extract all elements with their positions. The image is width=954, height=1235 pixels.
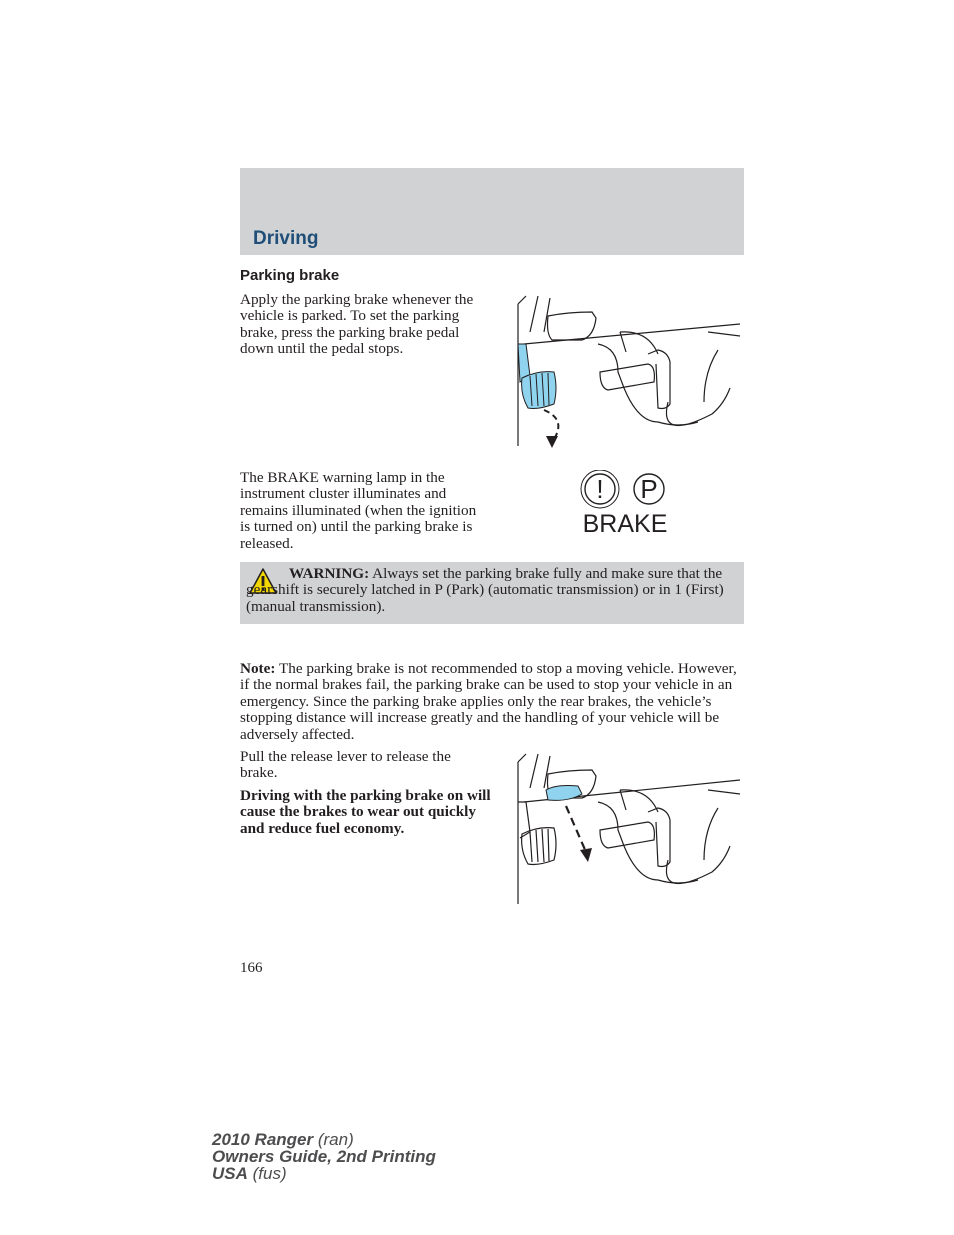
- parking-brake-release-illustration: [508, 752, 748, 908]
- warning-text: [246, 566, 738, 615]
- footer-region-code: (fus): [247, 1164, 287, 1183]
- brake-warning-lamp-symbol: [574, 470, 674, 536]
- warning-label: WARNING:: [289, 565, 370, 582]
- warning-box: [240, 562, 744, 624]
- lamp-exclamation: !: [596, 474, 604, 504]
- apply-paragraph: Apply the parking brake whenever the vehicle is parked. To set the parking brake, press the parking brake pedal down until the pedal stops.: [240, 291, 474, 358]
- footer-model-code: (ran): [313, 1130, 354, 1149]
- footer-guide: Owners Guide, 2nd Printing: [212, 1147, 436, 1166]
- page-number: 166: [240, 960, 263, 976]
- release-paragraph: Pull the release lever to release the brake.: [240, 748, 451, 782]
- subheading-parking-brake: Parking brake: [240, 267, 340, 284]
- parking-brake-apply-illustration: [508, 292, 748, 452]
- lamp-brake-label: BRAKE: [582, 510, 668, 536]
- note-label: Note:: [240, 660, 276, 677]
- lamp-park: P: [640, 474, 658, 504]
- footer-region: USA: [212, 1164, 248, 1183]
- section-title: Driving: [253, 228, 319, 249]
- footer-model: 2010 Ranger: [212, 1130, 314, 1149]
- note-body: The parking brake is not recommended to stop a moving vehicle. However, if the normal brakes fail, the parking brake can be used to stop your vehicle in an emergency. Since the parking brake applies only the rear brakes, the vehicle’s stopping distance will increase greatly and the handling of your vehicle will be adversely affected.: [240, 660, 737, 743]
- warning-body: Always set the parking brake fully and make sure that the gearshift is securely latched in P (Park) (automatic transmission) or in 1 (First) (manual transmission).: [246, 565, 724, 615]
- bold-caution-paragraph: Driving with the parking brake on will cause the brakes to wear out quickly and reduce fuel economy.: [240, 787, 491, 837]
- footer: [212, 1131, 436, 1182]
- note-paragraph: [240, 661, 744, 743]
- lamp-paragraph: The BRAKE warning lamp in the instrument cluster illuminates and remains illuminated (when the ignition is turned on) until the parking brake is released.: [240, 469, 477, 552]
